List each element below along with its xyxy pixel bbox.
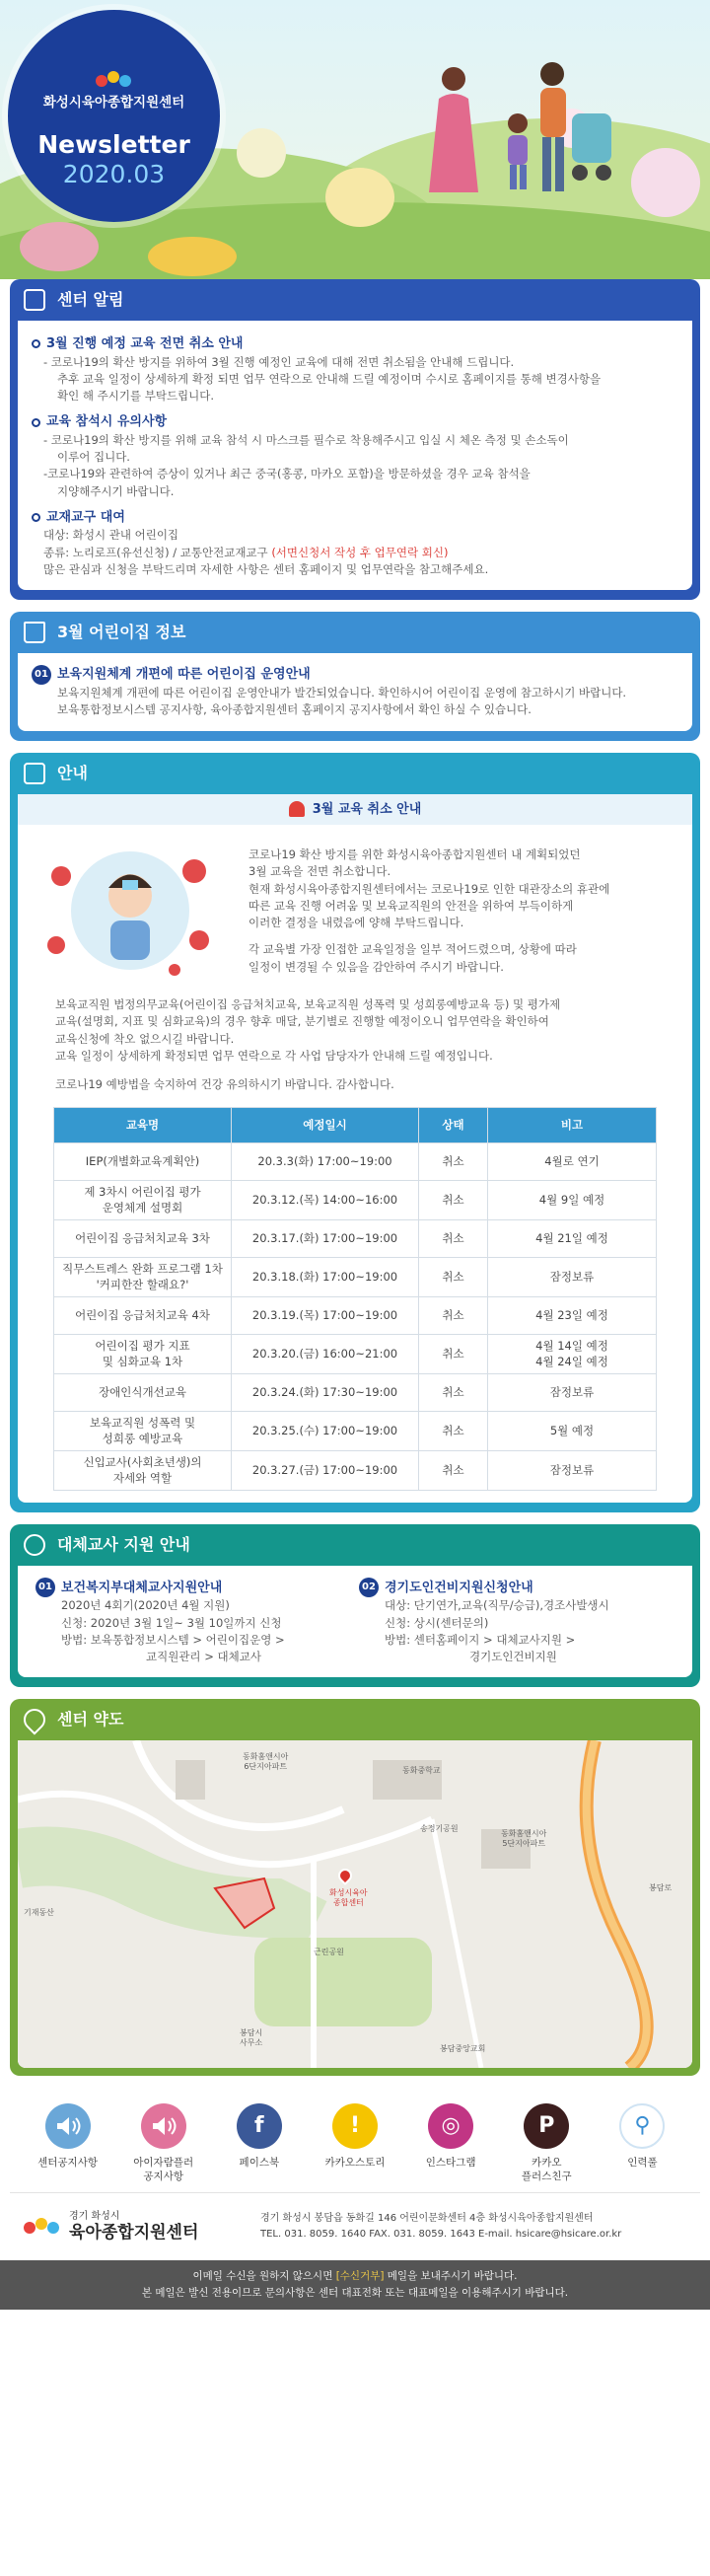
section-guide <box>10 753 700 1513</box>
notice-line: 많은 관심과 신청을 부탁드리며 자세한 사항은 센터 홈페이지 및 업무연락을 참고해주세요. <box>43 561 489 576</box>
title-circle <box>8 10 220 222</box>
quick-link-label: 카카오스토리 <box>324 2157 386 2170</box>
section-body <box>18 1566 692 1677</box>
daycare-line: 보육지원체계 개편에 따른 어린이집 운영안내가 발간되었습니다. 확인하시어 어린이집 운영에 참고하시기 바랍니다. <box>57 686 627 699</box>
section-title: 센터 알림 <box>57 290 124 309</box>
people-search-icon: ⚲ <box>619 2103 665 2149</box>
table-row <box>54 1412 657 1451</box>
section-title: 3월 어린이집 정보 <box>57 623 186 641</box>
section-body <box>18 653 692 731</box>
hero-banner <box>0 0 710 279</box>
table-cell: 취소 <box>419 1451 488 1491</box>
section-header <box>10 1699 700 1740</box>
table-row <box>54 1143 657 1181</box>
quick-link-instagram[interactable] <box>408 2103 493 2183</box>
section-map <box>10 1699 700 2076</box>
column-header: 비고 <box>488 1108 657 1143</box>
table-cell: 보육교직원 성폭력 및 성희롱 예방교육 <box>54 1412 232 1451</box>
table-cell: 취소 <box>419 1258 488 1297</box>
calendar-icon <box>24 763 45 784</box>
table-cell: 4월 9일 예정 <box>488 1181 657 1220</box>
section-center-notice <box>10 279 700 600</box>
section-header <box>10 612 700 653</box>
table-cell: 20.3.27.(금) 17:00~19:00 <box>232 1451 419 1491</box>
quick-link-speaker[interactable] <box>121 2103 206 2183</box>
unsubscribe-link[interactable]: [수신거부] <box>335 2270 385 2283</box>
location-map[interactable] <box>18 1740 692 2068</box>
column-header: 상태 <box>419 1108 488 1143</box>
quick-link-people-search[interactable] <box>600 2103 684 2183</box>
table-cell: 취소 <box>419 1143 488 1181</box>
bullet-icon <box>32 513 40 522</box>
table-cell: 신입교사(사회초년생)의 자세와 역할 <box>54 1451 232 1491</box>
table-cell: IEP(개별화교육계획안) <box>54 1143 232 1181</box>
section-header <box>10 279 700 321</box>
table-cell: 취소 <box>419 1335 488 1374</box>
footer <box>0 2193 710 2260</box>
speaker-icon <box>141 2103 186 2149</box>
house-icon <box>24 622 45 643</box>
map-label: 동화홈앤시아 5단지아파트 <box>501 1829 547 1848</box>
section-header <box>10 1524 700 1566</box>
substitute-subtitle: 01 보건복지부대체교사지원안내 <box>36 1578 351 1597</box>
table-cell: 20.3.20.(금) 16:00~21:00 <box>232 1335 419 1374</box>
map-label: 근린공원 <box>314 1948 344 1957</box>
location-pin-icon <box>19 1705 49 1735</box>
table-cell: 4월로 연기 <box>488 1143 657 1181</box>
map-label: 동화홈앤시아 6단지아파트 <box>243 1752 289 1771</box>
table-cell: 20.3.19.(목) 17:00~19:00 <box>232 1297 419 1335</box>
map-label: 동화중학교 <box>402 1766 441 1776</box>
substitute-subtitle: 02 경기도인건비지원신청안내 <box>359 1578 674 1597</box>
table-row <box>54 1297 657 1335</box>
people-icon <box>24 1534 45 1556</box>
daycare-subtitle: 01 보육지원체계 개편에 따른 어린이집 운영안내 <box>32 665 678 685</box>
section-body <box>18 321 692 590</box>
column-header: 예정일시 <box>232 1108 419 1143</box>
tree <box>631 148 700 217</box>
map-label: 봉담로 <box>649 1883 673 1893</box>
table-row <box>54 1374 657 1412</box>
section-daycare-info <box>10 612 700 741</box>
table-cell: 제 3차시 어린이집 평가 운영체계 설명회 <box>54 1181 232 1220</box>
table-cell: 잠정보류 <box>488 1451 657 1491</box>
center-logo-icon <box>24 2218 61 2236</box>
kakao-plus-icon: P <box>524 2103 569 2149</box>
table-cell: 20.3.24.(화) 17:30~19:00 <box>232 1374 419 1412</box>
map-label: 봉담시 사무소 <box>240 2028 263 2047</box>
quick-link-label: 인스타그램 <box>425 2157 476 2170</box>
table-row <box>54 1220 657 1258</box>
table-cell: 직무스트레스 완화 프로그램 1차 '커피한잔 할래요?' <box>54 1258 232 1297</box>
notice-line: 확인 해 주시기를 부탁드립니다. <box>57 389 215 403</box>
footer-address: 경기 화성시 봉담읍 동화길 146 어린이문화센터 4층 화성시육아종합지원센터 <box>260 2212 594 2224</box>
table-cell: 어린이집 평가 지표 및 심화교육 1차 <box>54 1335 232 1374</box>
quick-link-label: 인력풀 <box>627 2157 658 2170</box>
quick-link-label: 아이자람플러 공지사항 <box>133 2157 194 2183</box>
notice-line: 추후 교육 일정이 상세하게 확정 되면 업무 연락으로 안내해 드릴 예정이며 수시로 홈페이지를 통해 변경사항을 <box>57 371 602 386</box>
table-row <box>54 1258 657 1297</box>
section-substitute-teacher <box>10 1524 700 1687</box>
center-logo-icon <box>96 71 133 89</box>
notepad-icon <box>24 289 45 311</box>
footer-contact: TEL. 031. 8059. 1640 FAX. 031. 8059. 1643 E-mail. hsicare@hsicare.or.kr <box>260 2228 622 2240</box>
table-row <box>54 1451 657 1491</box>
section-body <box>18 1740 692 2068</box>
section-title: 센터 약도 <box>57 1710 124 1730</box>
tree <box>237 128 286 178</box>
map-label: 봉담중앙교회 <box>440 2044 486 2054</box>
virus-illustration <box>32 837 229 985</box>
quick-links <box>10 2088 700 2192</box>
section-title: 안내 <box>57 763 88 782</box>
footer-logo <box>24 2211 260 2243</box>
table-cell: 20.3.25.(수) 17:00~19:00 <box>232 1412 419 1451</box>
daycare-line: 보육통합정보시스템 공지사항, 육아종합지원센터 홈페이지 공지사항에서 확인 하실 수 있습니다. <box>57 702 532 717</box>
cancel-notice-content <box>32 837 678 985</box>
table-cell: 취소 <box>419 1297 488 1335</box>
table-cell: 잠정보류 <box>488 1374 657 1412</box>
quick-link-kakaostory[interactable] <box>313 2103 397 2183</box>
table-cell: 5월 예정 <box>488 1412 657 1451</box>
table-cell: 20.3.12.(목) 14:00~16:00 <box>232 1181 419 1220</box>
quick-link-facebook[interactable] <box>217 2103 302 2183</box>
footer-info <box>260 2211 621 2243</box>
notice-line: 지양해주시기 바랍니다. <box>57 483 175 498</box>
notice-line: -코로나19와 관련하여 증상이 있거나 최근 중국(홍콩, 마카오 포함)을 방문하셨을 경우 교육 참석을 <box>43 467 531 481</box>
section-header <box>10 753 700 794</box>
substitute-right: 02 경기도인건비지원신청안내 대상: 단기연가,교육(직무/승급),경조사발생시 신청: 상시(센터문의) 방법: 센터홈페이지 > 대체교사지원 > 경기도인건비지원 <box>355 1578 678 1665</box>
speaker-icon <box>45 2103 91 2149</box>
table-cell: 20.3.18.(화) 17:00~19:00 <box>232 1258 419 1297</box>
bullet-icon <box>32 418 40 427</box>
table-cell: 취소 <box>419 1220 488 1258</box>
quick-link-label: 센터공지사항 <box>37 2157 98 2170</box>
table-cell: 20.3.17.(화) 17:00~19:00 <box>232 1220 419 1258</box>
newsletter-title: Newsletter <box>37 130 190 160</box>
newsletter-date: 2020.03 <box>62 160 166 189</box>
table-cell: 4월 21일 예정 <box>488 1220 657 1258</box>
tree <box>20 222 99 271</box>
table-cell: 잠정보류 <box>488 1258 657 1297</box>
map-label: 화성시육아 종합센터 <box>329 1888 368 1907</box>
table-cell: 어린이집 응급처치교육 3차 <box>54 1220 232 1258</box>
footer-logo-small: 경기 화성시 <box>69 2210 120 2222</box>
notice-line: - 코로나19의 확산 방지를 위해 교육 참석 시 마스크를 필수로 착용해주시고 입실 시 체온 측정 및 손소독이 <box>43 432 569 447</box>
table-row <box>54 1335 657 1374</box>
notice-line: 종류: 노리로프(유선신청) / 교통안전교재교구 (서면신청서 작성 후 업무연락 회신) <box>43 545 449 559</box>
siren-icon <box>289 801 305 817</box>
table-cell: 취소 <box>419 1374 488 1412</box>
quick-link-kakao-plus[interactable] <box>504 2103 589 2183</box>
notice-item-title: 교재교구 대여 <box>32 508 678 528</box>
map-label: 송정기공원 <box>420 1824 459 1834</box>
cancel-notice-text: 코로나19 확산 방지를 위한 화성시육아종합지원센터 내 계획되었던 3월 교육을 전면 취소합니다. 현재 화성시육아종합지원센터에서는 코로나19로 인한 대관장소의 휴관에 따른 교육 진행 어려움 및 보육교직원의 안전을 위하여 부득이하게 이러한 결정을 내렸음에 양해 부탁드립니다. 각 교육별 가장 인접한 교육일정을 일부 적어드렸으며, 상황에 따라 일정이 변경될 수 있음을 감안하여 주시기 바랍니다. <box>248 847 610 974</box>
footer-bottom-bar: 이메일 수신을 원하지 않으시면 [수신거부] 메일을 보내주시기 바랍니다. 본 메일은 발신 전용이므로 문의사항은 센터 대표전화 또는 대표메일을 이용해주시기 바랍니다. <box>0 2260 710 2310</box>
number-badge: 02 <box>359 1578 379 1597</box>
cancel-notice-bar: 3월 교육 취소 안내 <box>18 794 692 826</box>
table-row <box>54 1181 657 1220</box>
kakaostory-icon: ! <box>332 2103 378 2149</box>
center-name: 화성시육아종합지원센터 <box>42 95 185 110</box>
map-label: 기재동산 <box>24 1908 54 1918</box>
table-cell: 20.3.3(화) 17:00~19:00 <box>232 1143 419 1181</box>
table-cell: 4월 23일 예정 <box>488 1297 657 1335</box>
table-cell: 취소 <box>419 1412 488 1451</box>
quick-link-speaker[interactable] <box>26 2103 110 2183</box>
notice-line: 이루어 집니다. <box>57 450 130 464</box>
tree <box>148 237 237 276</box>
number-badge: 01 <box>36 1578 55 1597</box>
table-cell: 취소 <box>419 1181 488 1220</box>
section-body <box>18 794 692 1504</box>
section-title: 대체교사 지원 안내 <box>57 1535 190 1555</box>
notice-item-title: 교육 참석시 유의사항 <box>32 412 678 432</box>
education-schedule-table <box>53 1107 657 1491</box>
notice-line: 대상: 화성시 관내 어린이집 <box>43 528 179 543</box>
notice-item-title: 3월 진행 예정 교육 전면 취소 안내 <box>32 334 678 354</box>
number-badge: 01 <box>32 665 51 685</box>
instagram-icon: ◎ <box>428 2103 473 2149</box>
table-header-row <box>54 1108 657 1143</box>
guide-closing: 코로나19 예방법을 숙지하여 건강 유의하시기 바랍니다. 감사합니다. <box>55 1077 394 1091</box>
highlight-text: (서면신청서 작성 후 업무연락 회신) <box>271 545 449 559</box>
facebook-icon: f <box>237 2103 282 2149</box>
quick-link-label: 카카오 플러스친구 <box>521 2157 572 2183</box>
footer-logo-big: 육아종합지원센터 <box>69 2222 199 2243</box>
bullet-icon <box>32 339 40 348</box>
notice-line: - 코로나19의 확산 방지를 위하여 3월 진행 예정인 교육에 대해 전면 취소됨을 안내해 드립니다. <box>43 354 515 369</box>
table-cell: 어린이집 응급처치교육 4차 <box>54 1297 232 1335</box>
substitute-left: 01 보건복지부대체교사지원안내 2020년 4회기(2020년 4월 지원) 신청: 2020년 3월 1일~ 3월 10일까지 신청 방법: 보육통합정보시스템 > 어린이집운영 > 교직원관리 > 대체교사 <box>32 1578 355 1665</box>
table-body <box>54 1143 657 1491</box>
table-cell: 4월 14일 예정 4월 24일 예정 <box>488 1335 657 1374</box>
family-illustration <box>424 54 621 222</box>
column-header: 교육명 <box>54 1108 232 1143</box>
tree <box>325 168 394 227</box>
quick-link-label: 페이스북 <box>239 2157 280 2170</box>
table-cell: 장애인식개선교육 <box>54 1374 232 1412</box>
guide-paragraph: 보육교직원 법정의무교육(어린이집 응급처치교육, 보육교직원 성폭력 및 성희롱예방교육 등) 및 평가제 교육(설명회, 지표 및 심화교육)의 경우 향후 매달, 분기별로 진행할 예정이오니 업무연락을 확인하여 교육신청에 착오 없으시길 바랍니다. 교육 일정이 상세하게 확정되면 업무 연락으로 각 사업 담당자가 안내해 드릴 예정입니다. <box>55 997 561 1063</box>
